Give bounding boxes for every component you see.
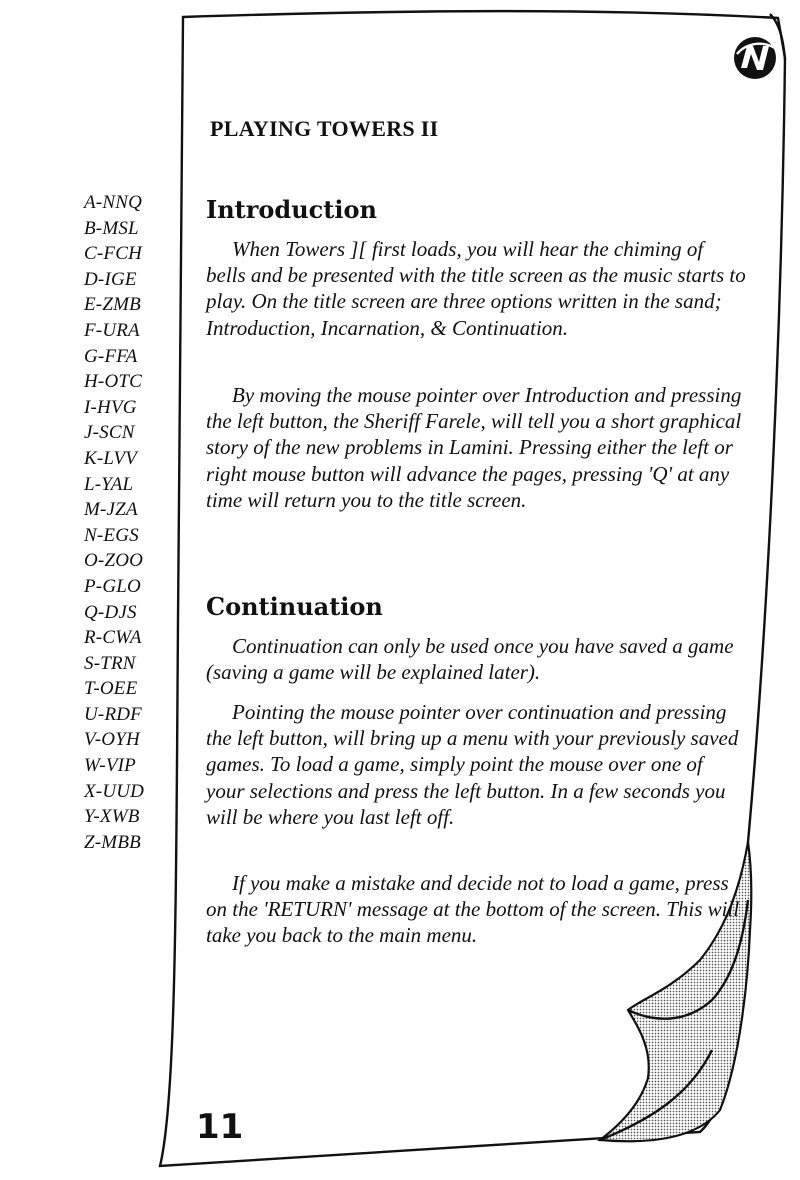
- code-entry: R-CWA: [84, 627, 142, 649]
- code-entry: N-EGS: [84, 524, 139, 546]
- code-entry: S-TRN: [84, 652, 136, 674]
- introduction-paragraph-2: By moving the mouse pointer over Introduction and pressing the left button, the Sheriff Farele, will tell you a short graphical story of the new problems in Lamini. Pressing either the left or right mouse button will advance the pages, pressing 'Q' at any time will return you to the title screen.: [206, 383, 742, 512]
- code-entry: E-ZMB: [84, 294, 141, 316]
- code-entry: A-NNQ: [84, 192, 142, 213]
- continuation-paragraph-2: Pointing the mouse pointer over continuation and pressing the left button, will bring up a menu with your previously saved games. To load a game, simply point the mouse over one of your selections and press the left button. In a few seconds you will be where you last left off.: [206, 700, 739, 829]
- code-entry: T-OEE: [84, 678, 138, 700]
- code-entry: V-OYH: [84, 729, 140, 751]
- code-entry: Q-DJS: [84, 601, 137, 623]
- code-entry: L-YAL: [84, 473, 134, 495]
- page-title: PLAYING TOWERS II: [210, 116, 439, 141]
- code-entry: M-JZA: [84, 499, 138, 521]
- code-entry: F-URA: [84, 319, 140, 341]
- code-entry: W-VIP: [84, 755, 136, 777]
- code-entry: C-FCH: [84, 243, 142, 265]
- code-entry: K-LVV: [84, 447, 138, 469]
- copy-protection-code-list: [84, 190, 176, 855]
- continuation-paragraph-1: Continuation can only be used once you have saved a game (saving a game will be explained later).: [206, 634, 734, 685]
- continuation-paragraph-3: If you make a mistake and decide not to load a game, press on the 'RETURN' message at the bottom of the screen. This will take you back to the main menu.: [206, 871, 740, 948]
- page-number: 11: [196, 1107, 244, 1147]
- introduction-paragraph-1: When Towers ][ first loads, you will hear the chiming of bells and be presented with the title screen as the music starts to play. On the title screen are three options written in the sand; Introduction, Incarnation, & Continuation.: [206, 237, 746, 340]
- code-entry: I-HVG: [84, 396, 137, 418]
- code-entry: U-RDF: [84, 703, 142, 725]
- code-entry: Z-MBB: [84, 831, 141, 853]
- code-entry: J-SCN: [84, 422, 135, 444]
- code-entry: G-FFA: [84, 345, 138, 367]
- code-entry: B-MSL: [84, 217, 139, 239]
- code-entry: H-OTC: [84, 371, 143, 393]
- continuation-heading: Continuation: [206, 592, 383, 621]
- logo-icon: [731, 34, 779, 82]
- code-entry: X-UUD: [84, 780, 145, 802]
- code-entry: P-GLO: [84, 575, 141, 597]
- code-entry: D-IGE: [84, 268, 137, 290]
- introduction-heading: Introduction: [206, 195, 377, 224]
- code-entry: Y-XWB: [84, 806, 140, 828]
- code-entry: O-ZOO: [84, 550, 144, 572]
